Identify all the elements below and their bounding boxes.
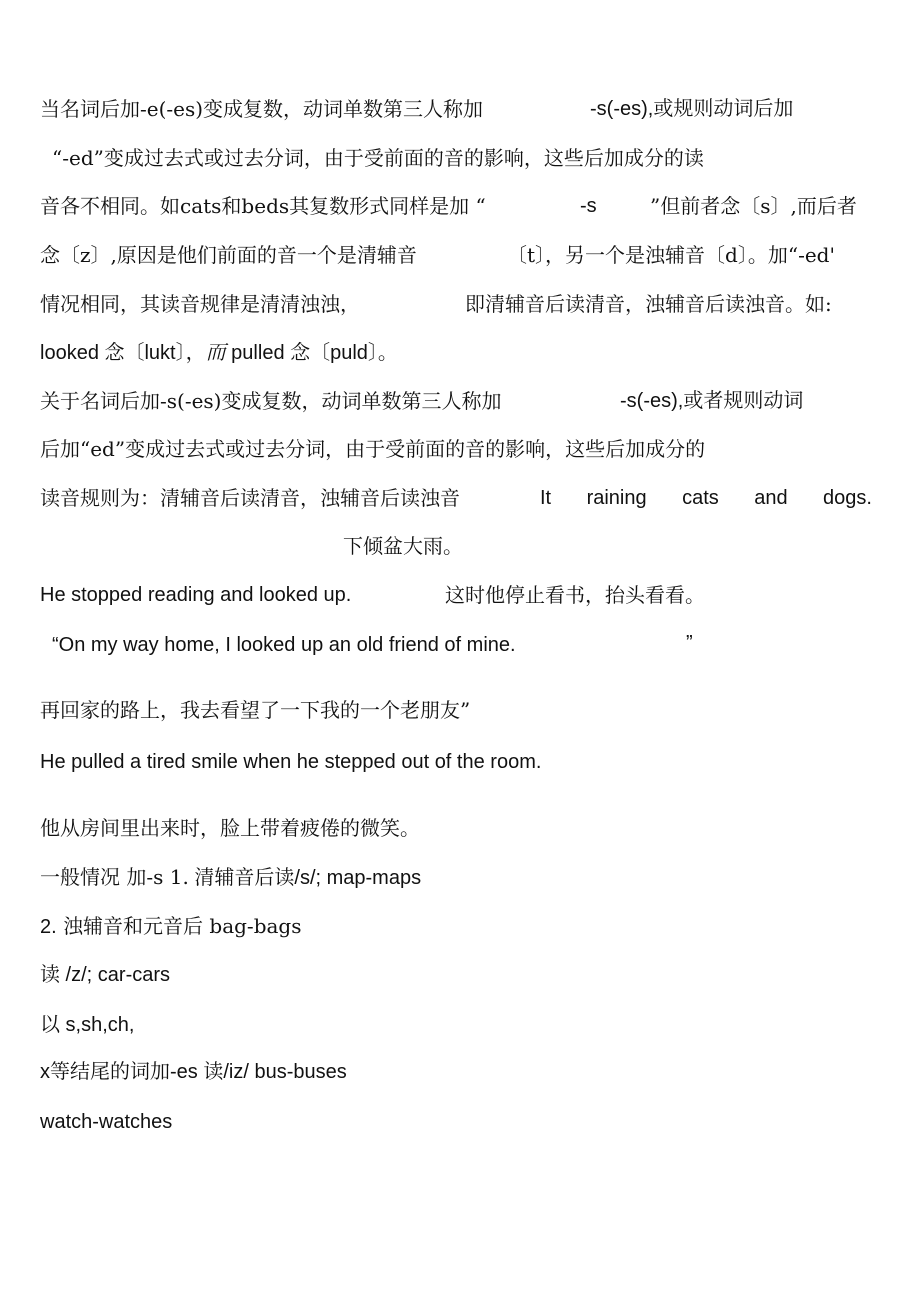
line-3c: ”但前者念〔s〕,而后者 — [650, 194, 857, 218]
line-9c: raining — [586, 487, 647, 509]
line-19b: s,sh,ch, — [60, 1014, 135, 1036]
line-5a: 情况相同，其读音规律是清清浊浊， — [40, 292, 360, 316]
line-7b: -s(-es),或者规则动词 — [620, 390, 804, 412]
line-11a: He stopped reading and looked up. — [40, 584, 352, 606]
line-9b: It — [540, 487, 552, 509]
line-21: watch-watches — [40, 1111, 173, 1133]
line-18 — [40, 961, 170, 988]
line-4a: 念〔z〕,原因是他们前面的音一个是清辅音 — [40, 243, 417, 267]
line-20: x等结尾的词加-es 读/iz/ bus-buses — [40, 1061, 347, 1083]
line-9a: 读音规则为：清辅音后读清音，浊辅音后读浊音 — [40, 486, 460, 510]
line-12a: “On my way home, I looked up an old friend of mine. — [52, 634, 516, 656]
line-9-english — [540, 485, 872, 511]
line-18b: /z/; car-cars — [60, 964, 171, 986]
line-18a: 读 — [40, 962, 60, 986]
line-6a: looked 念〔lukt〕， — [40, 342, 206, 364]
line-8: 后加“ed”变成过去式或过去分词，由于受前面的音的影响，这些后加成分的 — [40, 437, 706, 461]
line-3a: 音各不相同。如cats和beds其复数形式同样是加 “ — [40, 194, 486, 218]
line-4b: 〔t〕，另一个是浊辅音〔d〕。加“-ed' — [507, 243, 835, 267]
line-6 — [40, 340, 398, 366]
line-1b: -s(-es),或规则动词后加 — [590, 98, 794, 120]
line-1a: 当名词后加-e(-es)变成复数，动词单数第三人称加 — [40, 97, 484, 121]
line-12b: ” — [686, 632, 693, 654]
line-19 — [40, 1011, 134, 1038]
line-9e: and — [754, 487, 788, 509]
line-13: 再回家的路上，我去看望了一下我的一个老朋友” — [40, 698, 471, 722]
line-6b: 而 — [205, 342, 226, 364]
line-19a: 以 — [40, 1012, 60, 1036]
line-11b: 这时他停止看书，抬头看看。 — [445, 583, 705, 607]
line-17b: 浊辅音和元音后 bag-bags — [56, 914, 302, 938]
line-6c: pulled 念〔puld〕。 — [225, 342, 398, 364]
line-10: 下倾盆大雨。 — [343, 534, 463, 558]
line-7a: 关于名词后加-s(-es)变成复数，动词单数第三人称加 — [40, 389, 502, 413]
line-15: 他从房间里出来时，脸上带着疲倦的微笑。 — [40, 816, 420, 840]
line-17a: 2. — [40, 916, 57, 938]
line-14: He pulled a tired smile when he stepped out of the room. — [40, 751, 542, 773]
line-5b: 即清辅音后读清音，浊辅音后读浊音。如: — [465, 292, 832, 316]
line-9d: cats — [682, 487, 719, 509]
line-16b: 清辅音后读/s/; map-maps — [188, 867, 422, 889]
line-16a: 一般情况 加-s 1. — [40, 865, 189, 889]
line-3b: -s — [580, 195, 597, 217]
line-16 — [40, 864, 421, 891]
line-2: “-ed”变成过去式或过去分词，由于受前面的音的影响，这些后加成分的读 — [52, 146, 704, 170]
line-9f: dogs. — [823, 487, 872, 509]
line-17 — [40, 913, 301, 940]
